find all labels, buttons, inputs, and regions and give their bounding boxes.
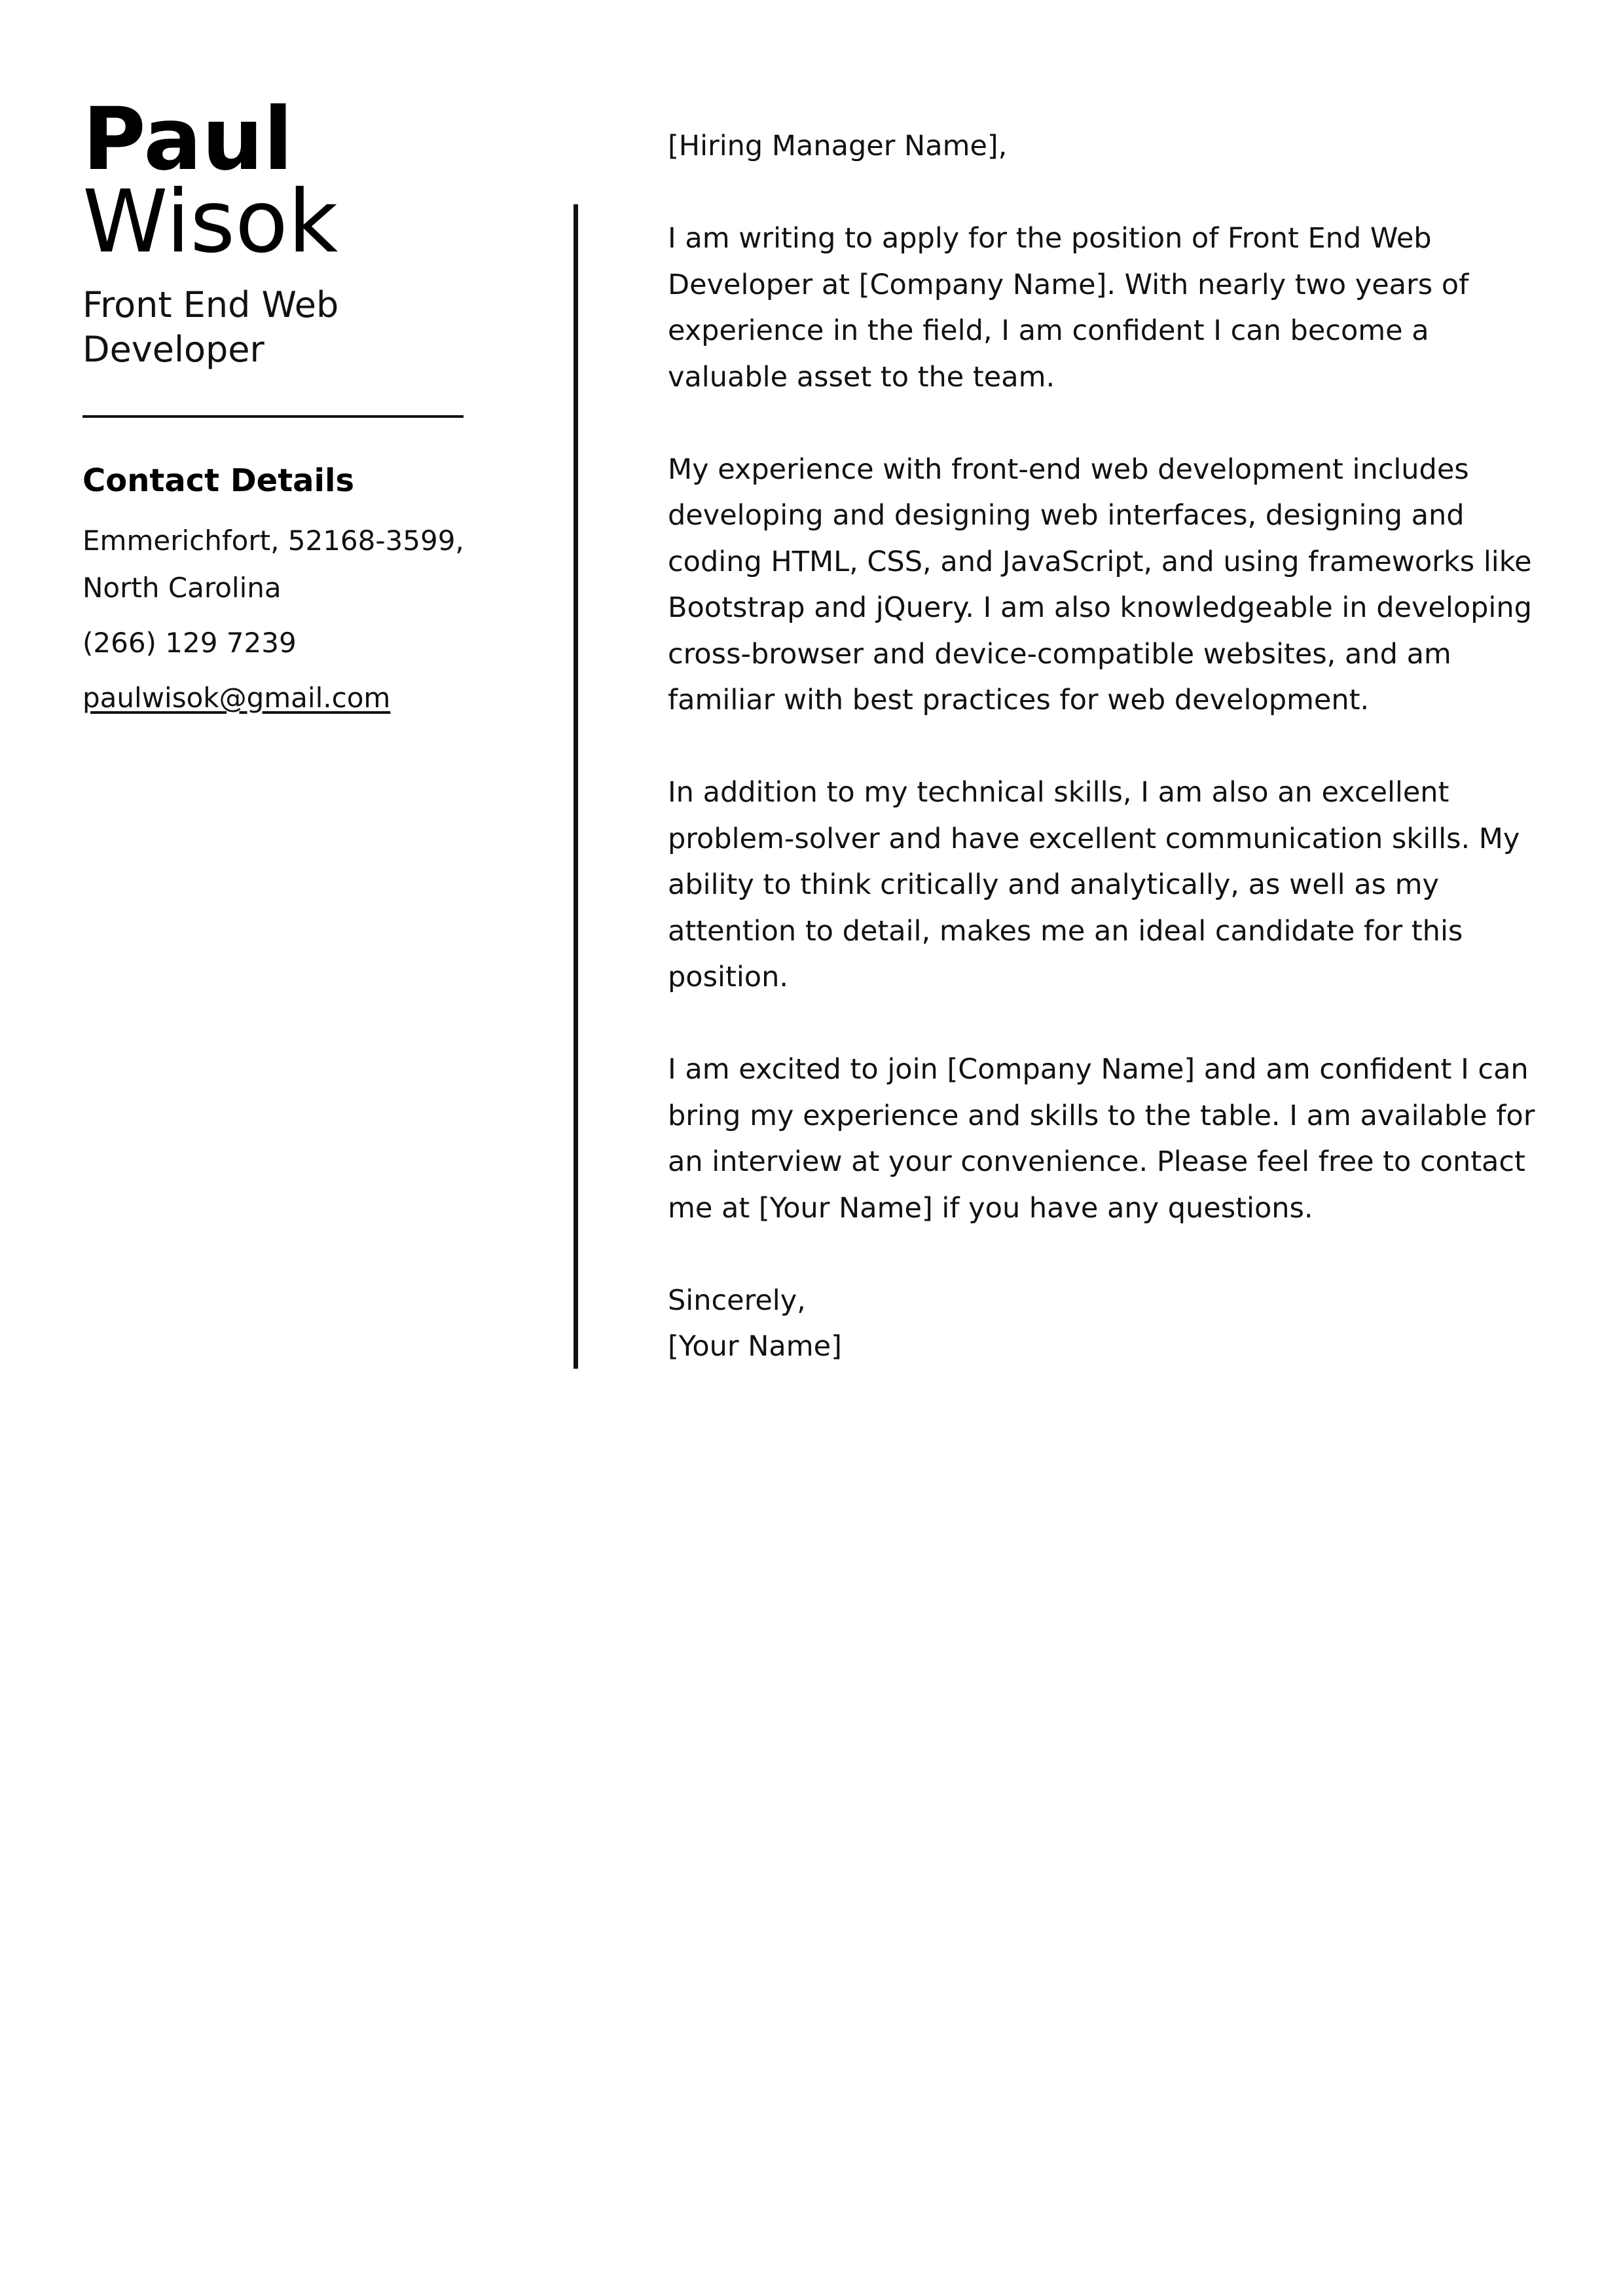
job-title: Front End Web Developer xyxy=(82,284,339,370)
letter-signature: [Your Name] xyxy=(668,1330,842,1363)
vertical-divider xyxy=(574,204,578,1369)
letter-paragraph-3: In addition to my technical skills, I am also an excellent problem-solver and have excellent communication skills. My ability to think critically and analytically, as well as my attention to detail, makes me an ideal candidate for this position. xyxy=(668,776,1520,993)
letter-salutation: [Hiring Manager Name], xyxy=(668,130,1008,162)
letter-paragraph-1: I am writing to apply for the position of Front End Web Developer at [Company Name]. With nearly two years of experience in the field, I am confident I can become a valuable asset to the team. xyxy=(668,222,1469,394)
letter-closing: Sincerely, xyxy=(668,1284,806,1317)
contact-address xyxy=(82,517,469,612)
letter-paragraph-4: I am excited to join [Company Name] and am confident I can bring my experience and skills to the table. I am available for an interview at your convenience. Please feel free to contact me at [Your Name] if you have any questions. xyxy=(668,1053,1535,1225)
candidate-name xyxy=(82,89,469,272)
first-name: Paul xyxy=(82,89,293,190)
last-name: Wisok xyxy=(82,172,338,272)
contact-email-link[interactable]: paulwisok@gmail.com xyxy=(82,682,391,714)
sidebar xyxy=(82,89,469,722)
contact-phone: (266) 129 7239 xyxy=(82,627,297,659)
cover-letter-body xyxy=(668,123,1539,1370)
address-line-2: North Carolina xyxy=(82,572,282,604)
sidebar-divider xyxy=(82,415,464,418)
address-line-1: Emmerichfort, 52168-3599, xyxy=(82,525,464,557)
contact-details-heading: Contact Details xyxy=(82,462,355,499)
letter-paragraph-2: My experience with front-end web development includes developing and designing web interfaces, designing and coding HTML, CSS, and JavaScript, and using frameworks like Bootstrap and jQuery. I am also knowledgeable in developing cross-browser and device-compatible websites, and am familiar with best practices for web development. xyxy=(668,453,1532,716)
